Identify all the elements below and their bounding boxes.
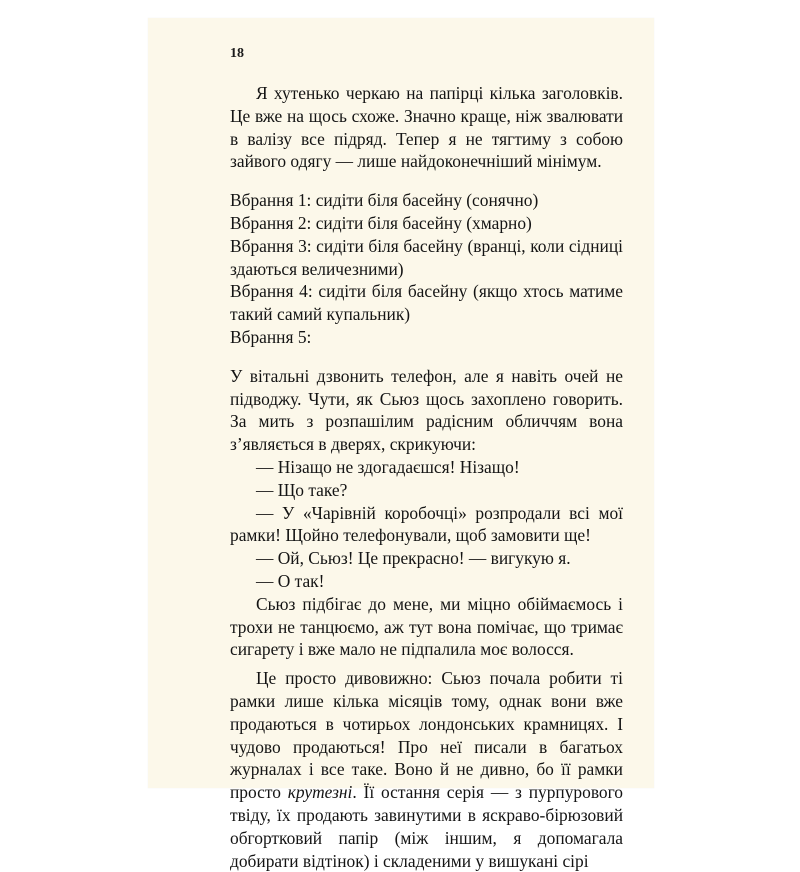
- paragraph-4-start: Це просто дивовижно: Сьюз почала робити ті рамки лише кілька місяців тому, однак вони вже продаються в чотирьох лондонських крамницях. І чудово продаються! Про неї писали в багатьох журналах і все таке. Воно й не дивно, бо її рамки просто: [230, 668, 623, 803]
- paragraph-gap: [230, 173, 623, 189]
- paragraph-gap: [230, 349, 623, 365]
- dialogue-line-1: — Нізащо не здогадаєшся! Нізащо!: [256, 456, 520, 477]
- paragraph-4-end: . Її остання серія — з пурпурового твіду, їх продають завинутими в яскраво-бірюзовий обгортковий папір (між іншим, я допомагала добирати відтінок) і складеними у вишукані сірі: [230, 782, 623, 871]
- dialogue-line-4: — Ой, Сьюз! Це прекрасно! — вигукую я.: [256, 548, 571, 569]
- page-text: [230, 82, 623, 872]
- paragraph-4: [230, 667, 623, 872]
- book-page: [148, 18, 654, 871]
- dialogue-line-3: — У «Чарівній коробочці» розпродали всі мої рамки! Щойно телефонували, щоб замовити ще!: [230, 502, 623, 546]
- outfit-item-2: Вбрання 2: сидіти біля басейну (хмарно): [230, 212, 532, 233]
- dialogue-line-2: — Що таке?: [256, 479, 348, 500]
- outfit-item-5: Вбрання 5:: [230, 326, 312, 347]
- paragraph-1: Я хутенько черкаю на папірці кілька заголовків. Це вже на щось схоже. Значно краще, ніж звалювати в валізу все підряд. Тепер я не тягтиму з собою зайвого одягу — лише найдоконечніший мінімум.: [230, 83, 623, 172]
- page-number: 18: [230, 46, 244, 61]
- paragraph-3: Сьюз підбігає до мене, ми міцно обіймаємось і трохи не танцюємо, аж тут вона помічає, що тримає сигарету і вже мало не підпалила моє волосся.: [230, 593, 623, 660]
- paragraph-4-italic: крутезні: [287, 782, 353, 803]
- outfit-item-1: Вбрання 1: сидіти біля басейну (сонячно): [230, 190, 539, 211]
- outfit-item-4: Вбрання 4: сидіти біля басейну (якщо хтось матиме такий самий купальник): [230, 281, 623, 325]
- paragraph-2: У вітальні дзвонить телефон, але я навіть очей не підводжу. Чути, як Сьюз щось захоплено говорить. За мить з розпашілим радісним обличчям вона з’являється в дверях, скрикуючи:: [230, 365, 623, 455]
- dialogue-line-5: — О так!: [256, 570, 325, 591]
- outfit-item-3: Вбрання 3: сидіти біля басейну (вранці, коли сідниці здаються величезними): [230, 235, 623, 279]
